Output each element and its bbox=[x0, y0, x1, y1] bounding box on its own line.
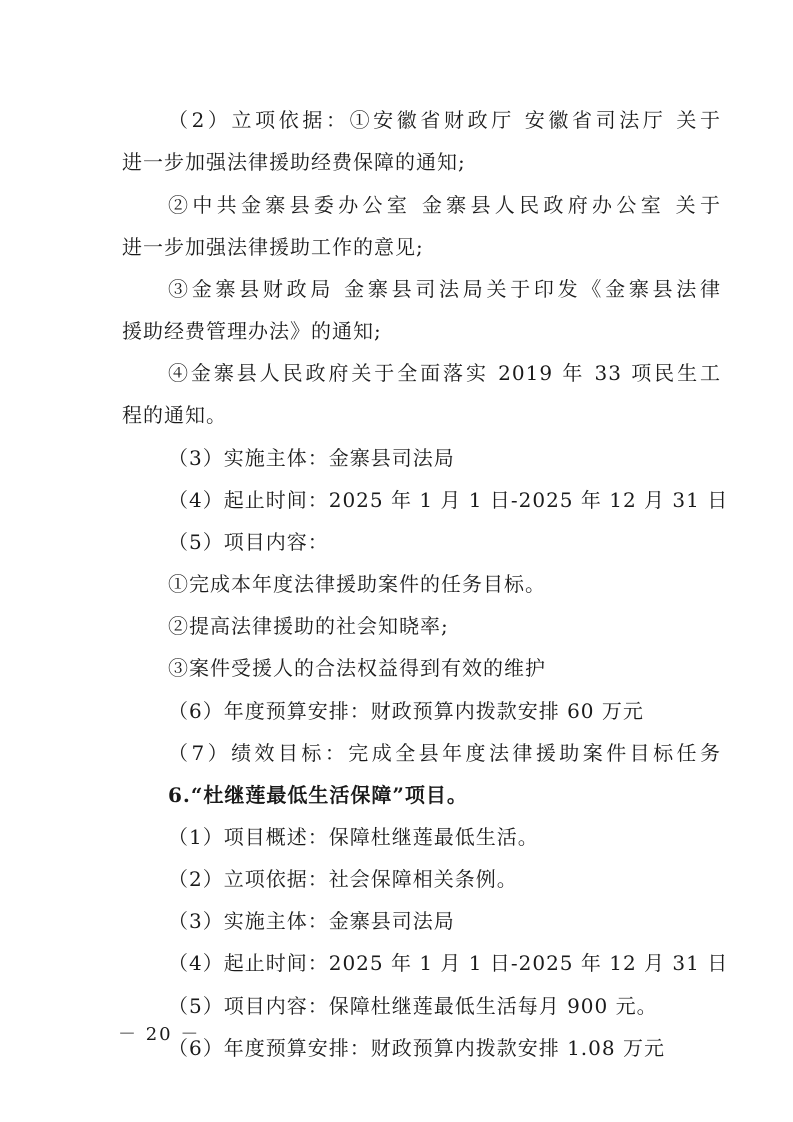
section-heading: 6.“杜继莲最低生活保障”项目。 bbox=[168, 783, 468, 807]
text-line: ②提高法律援助的社会知晓率; bbox=[168, 614, 449, 638]
text-line: 进一步加强法律援助工作的意见; bbox=[122, 235, 424, 259]
text-line: 进一步加强法律援助经费保障的通知; bbox=[122, 150, 466, 174]
text-line: （1）项目概述：保障杜继莲最低生活。 bbox=[168, 825, 539, 849]
text-line: （5）项目内容：保障杜继莲最低生活每月 900 元。 bbox=[168, 994, 658, 1018]
text-line: ④金寨县人民政府关于全面落实 2019 年 33 项民生工 bbox=[168, 361, 721, 385]
text-line: ③金寨县财政局 金寨县司法局关于印发《金寨县法律 bbox=[168, 277, 721, 301]
text-line: ②中共金寨县委办公室 金寨县人民政府办公室 关于 bbox=[168, 193, 721, 217]
text-line: （6）年度预算安排：财政预算内拨款安排 60 万元 bbox=[168, 699, 644, 723]
page-number: － 20 － bbox=[118, 1024, 201, 1045]
text-line: （4）起止时间：2025 年 1 月 1 日-2025 年 12 月 31 日 bbox=[168, 488, 729, 512]
text-line: （4）起止时间：2025 年 1 月 1 日-2025 年 12 月 31 日 bbox=[168, 951, 729, 975]
text-line: （3）实施主体：金寨县司法局 bbox=[168, 446, 455, 470]
text-line: （5）项目内容： bbox=[168, 530, 329, 554]
text-line: 援助经费管理办法》的通知; bbox=[122, 319, 382, 343]
text-line: （7）绩效目标：完成全县年度法律援助案件目标任务 bbox=[168, 741, 721, 765]
text-line: ③案件受援人的合法权益得到有效的维护 bbox=[168, 656, 546, 680]
text-line: ①完成本年度法律援助案件的任务目标。 bbox=[168, 572, 546, 596]
text-line: （6）年度预算安排：财政预算内拨款安排 1.08 万元 bbox=[168, 1036, 665, 1060]
text-line: （2）立项依据：①安徽省财政厅 安徽省司法厅 关于 bbox=[168, 108, 721, 132]
text-line: （3）实施主体：金寨县司法局 bbox=[168, 909, 455, 933]
text-line: （2）立项依据：社会保障相关条例。 bbox=[168, 867, 518, 891]
text-line: 程的通知。 bbox=[122, 403, 227, 427]
